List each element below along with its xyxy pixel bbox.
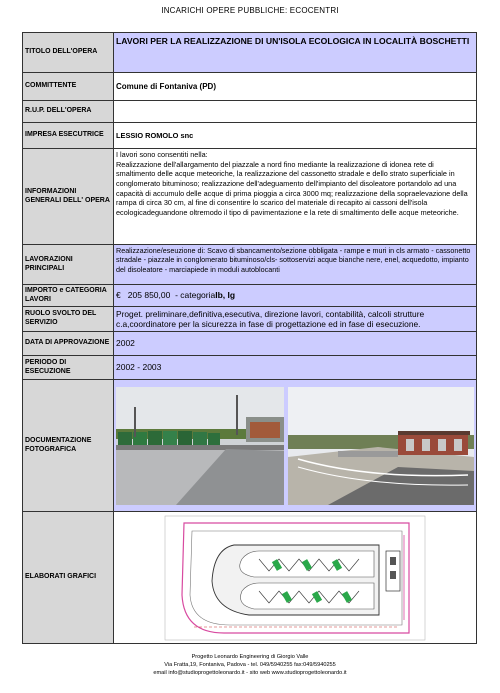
photo-containers [116, 387, 284, 505]
label-periodo: PERIODO DI ESECUZIONE [23, 356, 114, 380]
footer-company: Progetto Leonardo Engineering di Giorgio Valle [191, 654, 309, 660]
label-documentazione: DOCUMENTAZIONE FOTOGRAFICA [23, 380, 114, 512]
label-rup: R.U.P. DELL'OPERA [23, 101, 114, 123]
footer-contacts: email info@studioprogettoleonardo.it - sito web www.studioprogettoleonardo.it [153, 669, 347, 676]
value-rup [114, 101, 477, 123]
label-titolo: TITOLO DELL'OPERA [23, 33, 114, 73]
value-periodo: 2002 - 2003 [114, 356, 477, 380]
page-header: INCARICHI OPERE PUBBLICHE: ECOCENTRI [161, 6, 339, 15]
footer [0, 654, 500, 678]
label-informazioni: INFORMAZIONI GENERALI DELL' OPERA [23, 149, 114, 245]
value-importo [114, 285, 477, 307]
value-committente: Comune di Fontaniva (PD) [114, 73, 477, 101]
photo-site-building [288, 387, 474, 505]
importo-amount: € 205 850,00 - categoria [116, 290, 216, 301]
value-ruolo: Proget. preliminare,definitiva,esecutiva, direzione lavori, contabilità, calcoli strutture c.a,coordinatore per la sicurezza in fase di progettazione ed in fase di esecuzione. [114, 307, 477, 332]
importo-category: Ib, Ig [215, 290, 236, 301]
drawing-cell [114, 512, 477, 644]
value-data: 2002 [114, 332, 477, 356]
label-lavorazioni: LAVORAZIONI PRINCIPALI [23, 245, 114, 285]
value-titolo: LAVORI PER LA REALIZZAZIONE DI UN'ISOLA ECOLOGICA IN LOCALITÀ BOSCHETTI [114, 33, 477, 73]
value-lavorazioni: Realizzazione/eseuzione di: Scavo di sbancamento/sezione obbligata - rampe e muri in cls armato - cassonetto stradale - piazzale in conglomerato bituminoso/cls- sottoservizi acque bianche nere, enel, acquedotto, impianto del disoleatore - marciapiede in moduli autoblocanti [114, 245, 477, 285]
label-data: DATA DI APPROVAZIONE [23, 332, 114, 356]
footer-address: Via Fratta,19, Fontaniva, Padova - tel. 049/5940255 fax:049/5940255 [164, 661, 336, 668]
label-committente: COMMITTENTE [23, 73, 114, 101]
label-elaborati: ELABORATI GRAFICI [23, 512, 114, 644]
label-importo: IMPORTO e CATEGORIA LAVORI [23, 285, 114, 307]
site-plan-drawing [164, 515, 426, 641]
value-informazioni: I lavori sono consentiti nella: Realizzazione dell'allargamento del piazzale a nord fino mediante la realizzazione di idonea rete di smaltimento delle acque meteoriche, la realizzazione del cassonetto stradale e dello strato superficiale in conglomerato bituminoso; realizzazione dell'adeguamento dell'impianto del disoleatore portandolo ad una capacità di accumulo delle acque di prima pioggia a circa 3000 mq; realizzazione della sopraelevazione della rampa di circa 30 cm, al fine di consentire lo scarico del materiale di recapito ai cassoni dell'isola ecologicadeguandone oltremodo il tipo di pavimentazione e la rete di smaltimento delle acque meteoriche. [114, 149, 477, 245]
photo-cell [114, 380, 477, 512]
label-impresa: IMPRESA ESECUTRICE [23, 123, 114, 149]
project-sheet-table [22, 32, 477, 644]
value-impresa: LESSIO ROMOLO snc [114, 123, 477, 149]
label-ruolo: RUOLO SVOLTO DEL SERVIZIO [23, 307, 114, 332]
